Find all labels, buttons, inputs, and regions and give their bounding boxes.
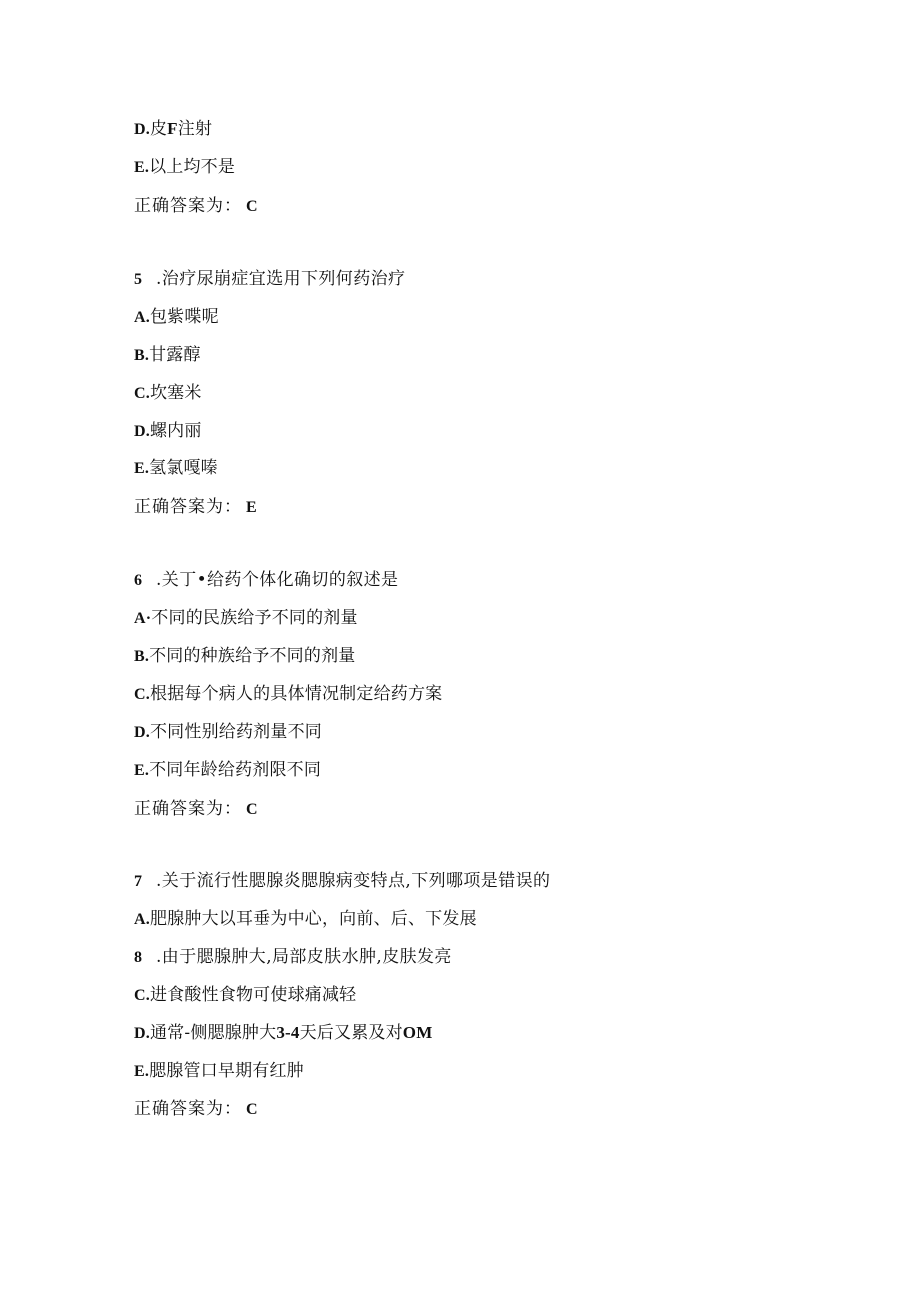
q7-question [134,867,550,895]
option-text: 氢氯嘎嗪 [149,458,218,478]
q4-option-e [134,153,235,181]
option-prefix: B. [134,648,150,665]
option-prefix: A· [134,610,152,627]
option-text: 不同的种族给予不同的剂量 [149,646,356,666]
q4-answer [134,192,258,220]
answer-value: C [246,1101,258,1118]
option-text: 甘露醇 [149,345,201,365]
option-prefix: D. [134,1025,150,1042]
answer-value: E [246,499,257,516]
q8-question-line [134,943,452,971]
option-prefix: D. [134,423,150,440]
q6-option-b [134,642,355,670]
option-prefix: D. [134,121,150,138]
option-prefix: A. [134,309,150,326]
question-number: 7 [134,873,143,890]
q5-option-b [134,341,201,369]
option-prefix: B. [134,347,150,364]
option-text: 皮 [149,119,168,139]
option-prefix: A. [134,911,150,928]
q5-option-d [134,417,202,445]
question-number: 5 [134,271,143,288]
q6-option-d [134,718,322,746]
option-prefix: E. [134,762,150,779]
answer-label: 正确答案为： [134,196,242,216]
option-text: 以上均不是 [149,157,236,177]
q5-question [134,265,405,293]
option-prefix: C. [134,987,150,1004]
option-prefix: E. [134,159,150,176]
question-number: 6 [134,572,143,589]
answer-label: 正确答案为： [134,497,242,517]
option-text: 不同年龄给药剂限不同 [149,760,322,780]
question-text: .关于流行性腮腺炎腮腺病变特点,下列哪项是错误的 [156,871,551,891]
option-text: 注射 [177,119,213,139]
q5-answer [134,493,257,521]
question-text: .关丁•给药个体化确切的叙述是 [156,570,399,590]
option-prefix: D. [134,724,150,741]
option-prefix: E. [134,1063,150,1080]
option-text: 肥腺肿大以耳垂为中心，向前、后、下发展 [149,909,477,929]
q6-answer [134,795,258,823]
q5-option-e [134,454,218,482]
q7-option-e [134,1057,304,1085]
answer-label: 正确答案为： [134,799,242,819]
option-prefix: C. [134,385,150,402]
option-text: 不同性别给药剂量不同 [149,722,322,742]
answer-value: C [246,198,258,215]
option-text-latin: OM [402,1023,433,1042]
q4-option-d [134,115,212,143]
q6-option-e [134,756,321,784]
q6-option-a [134,604,358,632]
option-text-latin: F [167,119,178,138]
q7-answer [134,1095,258,1123]
option-text: 根据每个病人的具体情况制定给药方案 [149,684,443,704]
option-text: 通常-侧腮腺肿大 [149,1023,277,1043]
option-text: 螺内丽 [149,421,202,441]
option-text: 进食酸性食物可使球痛减轻 [149,985,357,1005]
q6-question [134,566,398,594]
option-text: 不同的民族给予不同的剂量 [151,608,358,628]
option-prefix: E. [134,460,150,477]
answer-value: C [246,801,258,818]
option-text-latin: 3-4 [276,1023,300,1042]
answer-label: 正确答案为： [134,1099,242,1119]
q5-option-c [134,379,202,407]
option-text: 腮腺管口早期有红肿 [149,1061,304,1081]
question-text: .治疗尿崩症宜选用下列何药治疗 [156,269,406,289]
q6-option-c [134,680,442,708]
question-number: 8 [134,949,143,966]
option-text: 包紫喋呢 [149,307,219,327]
q5-option-a [134,303,219,331]
question-text: .由于腮腺肿大,局部皮肤水肿,皮肤发亮 [156,947,452,967]
option-text: 坎塞米 [149,383,202,403]
q7-option-c [134,981,356,1009]
option-prefix: C. [134,686,150,703]
option-text: 天后又累及对 [299,1023,403,1043]
q7-option-d [134,1019,432,1047]
q7-option-a [134,905,477,933]
